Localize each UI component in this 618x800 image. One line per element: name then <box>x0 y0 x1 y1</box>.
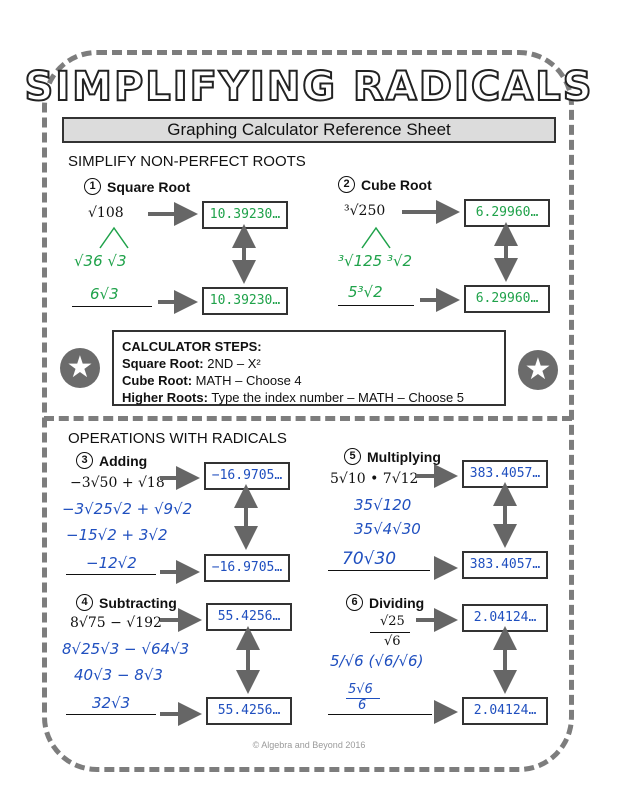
dividing-step-1: 5/√6 (√6/√6) <box>330 652 424 670</box>
dividing-calc-result-1: 2.04124… <box>462 604 548 632</box>
adding-expression: −3√50 + √18 <box>70 475 165 491</box>
square-root-step-text: 2ND – X² <box>207 356 261 371</box>
multiplying-result: 70√30 <box>342 549 397 569</box>
example-label: Dividing <box>369 594 425 611</box>
page-subtitle: Graphing Calculator Reference Sheet <box>62 117 556 143</box>
multiplying-calc-result-2: 383.4057… <box>462 551 548 579</box>
adding-step-2: −15√2 + 3√2 <box>66 526 168 544</box>
dividing-numerator: √25 <box>380 614 405 629</box>
adding-calc-result-2: −16.9705… <box>204 554 290 582</box>
example-label: Cube Root <box>361 176 432 193</box>
subtracting-step-2: 40√3 − 8√3 <box>74 666 163 684</box>
adding-result: −12√2 <box>86 554 137 572</box>
star-icon: ★ <box>518 350 558 390</box>
higher-root-step-label: Higher Roots: <box>122 390 208 405</box>
section-heading-operations: OPERATIONS WITH RADICALS <box>68 430 287 447</box>
steps-heading: CALCULATOR STEPS: <box>122 339 262 354</box>
square-root-calc-result-2: 10.39230… <box>202 287 288 315</box>
square-root-expression: √108 <box>88 205 124 221</box>
square-root-step-label: Square Root: <box>122 356 204 371</box>
square-root-split: √36 √3 <box>74 252 127 270</box>
multiplying-calc-result-1: 383.4057… <box>462 460 548 488</box>
higher-root-step-text: Type the index number – MATH – Choose 5 <box>211 390 465 405</box>
section-heading-simplify: SIMPLIFY NON-PERFECT ROOTS <box>68 153 306 170</box>
example-label: Subtracting <box>99 594 177 611</box>
cube-root-expression: ³√250 <box>344 203 386 219</box>
cube-root-step-label: Cube Root: <box>122 373 193 388</box>
subtracting-result: 32√3 <box>92 694 131 712</box>
example-number: 1 <box>84 178 101 195</box>
subtracting-calc-result-2: 55.4256… <box>206 697 292 725</box>
subtracting-expression: 8√75 − √192 <box>70 615 162 631</box>
example-number: 4 <box>76 594 93 611</box>
cube-root-calc-result-1: 6.29960… <box>464 199 550 227</box>
cube-root-split: ³√125 ³√2 <box>338 252 413 270</box>
square-root-simplified: 6√3 <box>90 285 119 303</box>
factor-tree-branch <box>100 228 128 248</box>
dividing-step-2-denominator: 6 <box>358 698 367 713</box>
subtracting-step-1: 8√25√3 − √64√3 <box>62 640 190 658</box>
cube-root-step-text: MATH – Choose 4 <box>195 373 302 388</box>
square-root-calc-result-1: 10.39230… <box>202 201 288 229</box>
cube-root-simplified: 5³√2 <box>348 283 383 301</box>
adding-calc-result-1: −16.9705… <box>204 462 290 490</box>
example-number: 3 <box>76 452 93 469</box>
multiplying-step-1: 35√120 <box>354 496 412 514</box>
star-icon: ★ <box>60 348 100 388</box>
copyright-footer: © Algebra and Beyond 2016 <box>252 740 366 750</box>
example-label: Adding <box>99 452 148 469</box>
multiplying-expression: 5√10 • 7√12 <box>330 471 419 487</box>
dividing-calc-result-2: 2.04124… <box>462 697 548 725</box>
dividing-denominator: √6 <box>384 634 401 649</box>
adding-step-1: −3√25√2 + √9√2 <box>62 500 193 518</box>
example-label: Square Root <box>107 178 191 195</box>
multiplying-step-2: 35√4√30 <box>354 520 421 538</box>
page-title: SIMPLIFYING RADICALS <box>24 64 594 110</box>
dividing-step-2-numerator: 5√6 <box>348 682 373 697</box>
subtracting-calc-result-1: 55.4256… <box>206 603 292 631</box>
factor-tree-branch <box>362 228 390 248</box>
example-number: 2 <box>338 176 355 193</box>
example-label: Multiplying <box>367 448 441 465</box>
example-number: 5 <box>344 448 361 465</box>
example-number: 6 <box>346 594 363 611</box>
cube-root-calc-result-2: 6.29960… <box>464 285 550 313</box>
